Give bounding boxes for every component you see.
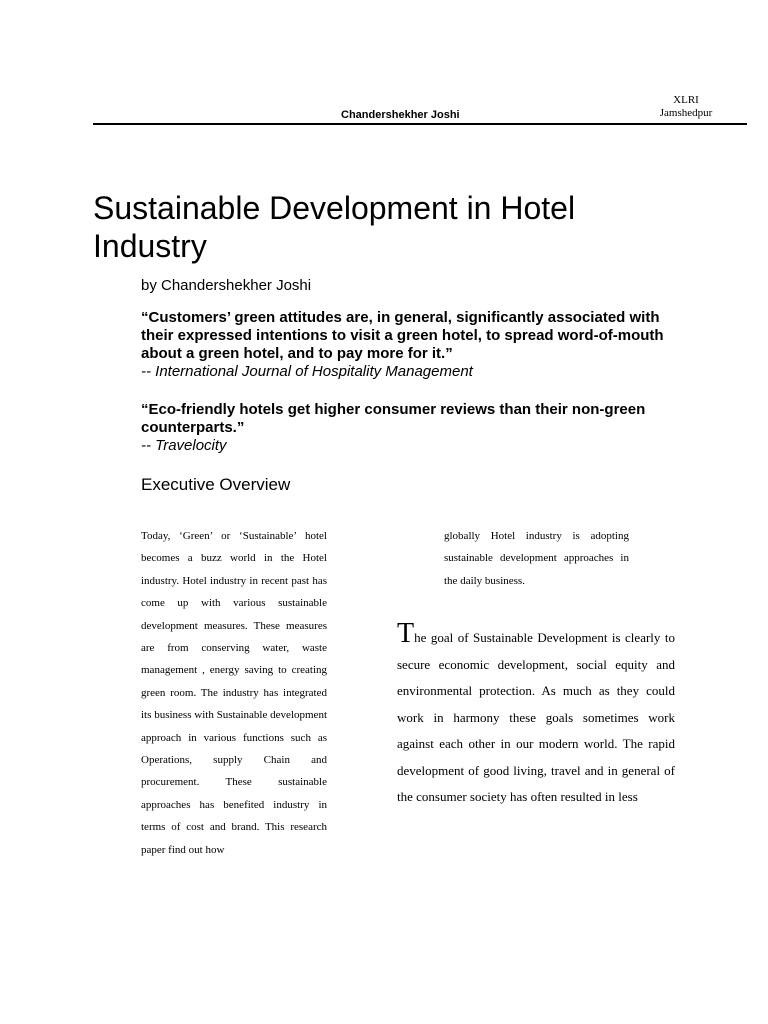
quote-block <box>141 309 686 381</box>
header-author: Chandershekher Joshi <box>341 109 460 121</box>
document-title: Sustainable Development in Hotel Industry <box>93 190 576 264</box>
header-institution-line2: Jamshedpur <box>659 107 713 119</box>
quote-source: -- Travelocity <box>141 437 227 454</box>
byline: by Chandershekher Joshi <box>141 277 312 294</box>
right-column-main-text <box>397 618 675 811</box>
header-rule <box>93 123 747 125</box>
quote-block <box>141 401 686 455</box>
right-column-top-text: globally Hotel industry is adopting sustainable development approaches in the daily business. <box>444 530 629 587</box>
header-institution <box>652 94 720 120</box>
right-column-main-body: he goal of Sustainable Development is clearly to secure economic development, social equity and environmental protection. As much as they could work in harmony these goals sometimes work against each other in our modern world. The rapid development of good living, travel and in general of the consumer society has often resulted in less <box>397 630 675 804</box>
quote-text: “Eco-friendly hotels get higher consumer reviews than their non-green counterparts.” <box>141 401 646 436</box>
quote-source: -- International Journal of Hospitality Management <box>141 363 473 380</box>
section-heading: Executive Overview <box>141 475 291 494</box>
header-institution-line1: XLRI <box>673 94 699 106</box>
drop-cap: T <box>397 618 415 649</box>
left-column-text: Today, ‘Green’ or ‘Sustainable’ hotel becomes a buzz world in the Hotel industry. Hotel industry in recent past has come up with various sustainable development measures. These measures are from conserving water, waste management , energy saving to creating green room. The industry has integrated its business with Sustainable development approach in various functions such as Operations, supply Chain and procurement. These sustainable approaches has benefited industry in terms of cost and brand. This research paper find out how <box>141 530 327 856</box>
quote-text: “Customers’ green attitudes are, in general, significantly associated with their expressed intentions to visit a green hotel, to spread word-of-mouth about a green hotel, and to pay more for it.” <box>141 309 664 362</box>
